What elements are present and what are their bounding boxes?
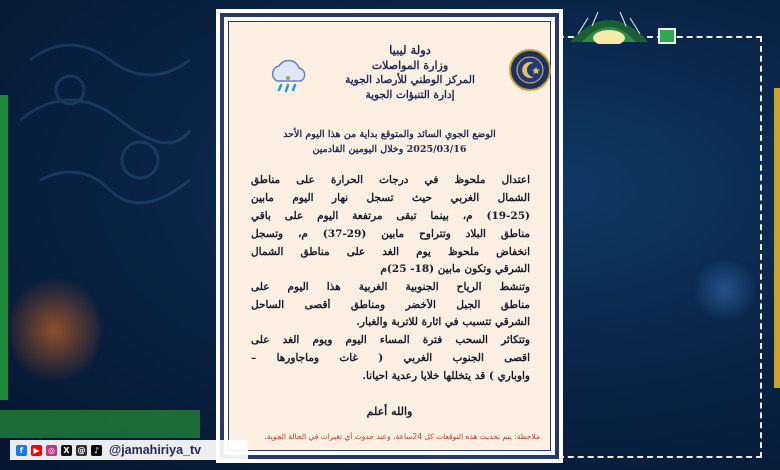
rain-cloud-icon <box>267 57 311 95</box>
body-line: الشرقي تتسبب في اثارة للاتربة والغبار. <box>356 316 530 328</box>
body-line: مناطق الجبل الأخضر ومناطق أقصى الساحل <box>251 299 530 311</box>
youtube-icon[interactable]: ▶ <box>31 445 42 456</box>
x-icon[interactable]: X <box>61 445 72 456</box>
channel-ornament-icon <box>568 4 650 44</box>
dashed-frame <box>548 36 762 458</box>
bulletin-title: الوضع الجوي السائد والمتوقع بداية من هذا اليوم الأحد <box>283 129 496 140</box>
left-accent-bar <box>0 95 8 400</box>
bulletin-page <box>228 21 551 451</box>
body-line: وتتكاثر السحب فترة المساء اليوم ويوم الغد على <box>251 334 530 346</box>
channel-handle[interactable]: @jamahiriya_tv <box>109 443 202 457</box>
body-line: انخفاض ملحوظ يوم الغد على مناطق الشمال <box>251 246 530 258</box>
threads-icon[interactable]: @ <box>77 445 86 455</box>
body-line: الشرقي وتكون مابين (18- 25)م <box>380 263 530 275</box>
update-note: ملاحظة: يتم تحديث هذه التوقعات كل 24ساعة، وعند حدوث أي تغيرات في الحالة الجوية. <box>264 432 540 441</box>
logo-badge <box>658 28 676 44</box>
closing-text: والله أعلم <box>366 405 413 418</box>
met-center-seal-icon <box>509 49 551 91</box>
weather-bulletin <box>216 9 563 463</box>
header-center: المركز الوطني للأرصاد الجوية <box>345 74 475 86</box>
header-ministry: وزارة المواصلات <box>371 59 449 72</box>
instagram-icon[interactable]: ◎ <box>46 445 57 456</box>
body-line: (19-25) م، بينما تبقى مرتفعة اليوم على باقي <box>251 210 530 222</box>
footer-green-band <box>0 410 200 438</box>
bulletin-date: 2025/03/16 وخلال اليومين القادمين <box>312 144 467 155</box>
body-line: واوباري ) قد يتخللها خلايا رعدية احيانا. <box>362 370 530 382</box>
facebook-icon[interactable]: f <box>16 445 27 456</box>
body-line: وتنشط الرياح الجنوبية الغربية هذا اليوم على <box>251 281 530 293</box>
body-line: اقصى الجنوب الغربي ( غات وماجاورها – <box>251 352 530 364</box>
right-accent-bar <box>774 88 780 388</box>
header-department: إدارة التنبؤات الجوية <box>365 89 455 101</box>
background-glow <box>10 270 100 390</box>
header-country: دولة ليبيا <box>389 43 431 57</box>
body-line: الشمال الغربي حيث تسجل نهار اليوم مابين <box>251 192 530 204</box>
tiktok-icon[interactable]: ♪ <box>91 445 102 456</box>
background-ornament <box>10 20 200 250</box>
body-line: مناطق البلاد وتتراوح مابين (29-37) م، وتسجل <box>251 228 530 240</box>
body-line: اعتدال ملحوظ في درجات الحرارة على مناطق <box>251 174 530 186</box>
social-footer <box>10 440 248 460</box>
